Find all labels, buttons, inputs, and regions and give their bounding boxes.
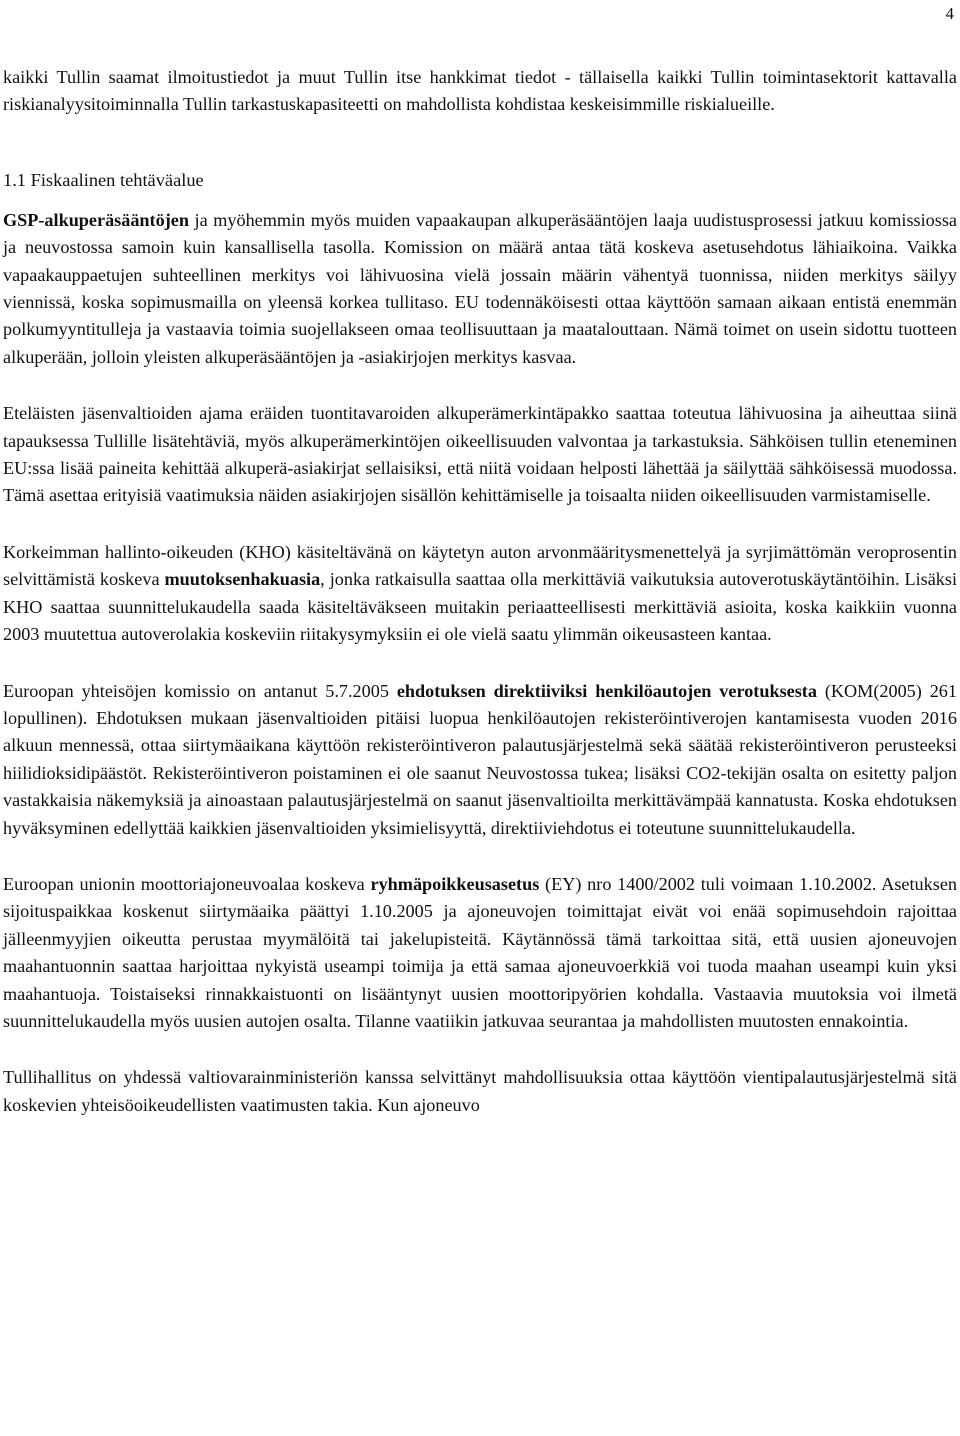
document-body (3, 64, 957, 1119)
paragraph-origin-marking: Eteläisten jäsenvaltioiden ajama eräiden tuontitavaroiden alkuperämerkintäpakko saattaa toteutua lähivuosina ja aiheuttaa siinä tapauksessa Tullille lisätehtäviä, myös alkuperämerkintöjen oikeellisuuden valvontaa ja tarkastuksia. Sähköisen tullin eteneminen EU:ssa lisää paineita kehittää alkuperä-asiakirjat sellaisiksi, että niitä voidaan helposti lähettää ja säilyttää sähköisessä muodossa. Tämä asettaa erityisiä vaatimuksia näiden asiakirjojen sisällön kehittämiselle ja toisaalta niiden oikeellisuuden varmistamiselle. (3, 403, 957, 506)
paragraph-block-exemption (3, 871, 957, 1035)
paragraph-text: (EY) nro 1400/2002 tuli voimaan 1.10.2002. Asetuksen sijoituspaikkaa koskenut siirtymäaika päättyi 1.10.2005 ja ajoneuvojen toimittajat eivät voi enää sopimusehdoin rajoittaa jälleenmyyjien oikeutta perustaa myymälöitä tai jakelupisteitä. Käytännössä tämä tarkoittaa sitä, että uusien ajoneuvojen maahantuonnin saattaa harjoittaa nykyistä useampi toimija ja että samaa ajoneuvoerkkiä voi tuoda maahan useampi kuin yksi maahantuoja. Toistaiseksi rinnakkaistuonti on lisääntynyt uusien moottoripyörien kohdalla. Vastaavia muutoksia voi ilmetä suunnittelukaudella myös uusien autojen osalta. Tilanne vaatiikin jatkuvaa seurantaa ja mahdollisten muutosten ennakointia. (3, 873, 957, 1031)
emphasis-appeal: muutoksenhakuasia (164, 569, 321, 590)
paragraph-text: ja myöhemmin myös muiden vapaakaupan alkuperäsääntöjen laaja uudistusprosessi jatkuu komissiossa ja neuvostossa samoin kuin kansallisella tasolla. Komission on määrä antaa tätä koskeva asetusehdotus lähiaikoina. Vaikka vapaakauppaetujen suhteellinen merkitys voi lähivuosina vielä jossain määrin vähentyä tuonnissa, niiden merkitys säilyy viennissä, koska sopimusmailla on yleensä korkea tullitaso. EU todennäköisesti ottaa käyttöön samaan aikaan entistä enemmän polkumyyntitulleja ja vastaavia toimia suojellakseen omaa teollisuuttaan ja maatalouttaan. Nämä toimet on usein sidottu tuotteen alkuperään, jolloin yleisten alkuperäsääntöjen ja -asiakirjojen merkitys kasvaa. (3, 209, 957, 367)
page-number: 4 (945, 4, 954, 23)
paragraph-text: Euroopan unionin moottoriajoneuvoalaa koskeva (3, 873, 371, 894)
paragraph-intro: kaikki Tullin saamat ilmoitustiedot ja muut Tullin itse hankkimat tiedot - tällaisella kaikki Tullin toimintasektorit kattavalla riskianalyysitoiminnalla Tullin tarkastuskapasiteetti on mahdollista kohdistaa keskeisimmille riskialueille. (3, 67, 957, 115)
emphasis-directive: ehdotuksen direktiiviksi henkilöautojen verotuksesta (396, 680, 817, 701)
paragraph-car-tax-directive (3, 678, 957, 842)
paragraph-export-refund: Tullihallitus on yhdessä valtiovarainministeriön kanssa selvittänyt mahdollisuuksia ottaa käyttöön vientipalautusjärjestelmä sitä koskevien yhteisöoikeudellisten vaatimusten takia. Kun ajoneuvo (3, 1067, 957, 1115)
paragraph-text: Euroopan yhteisöjen komissio on antanut 5.7.2005 (3, 680, 397, 701)
paragraph-text: , jonka ratkaisulla saattaa olla merkittäviä vaikutuksia autoverotuskäytäntöihin. Lisäksi KHO saattaa suunnittelukaudella saada käsiteltäväkseen muitakin periaatteellisesti merkittäviä asioita, koska kaikkiin vuonna 2003 muutettua autoverolakia koskeviin riitakysymyksiin ei ole vielä saatu ylimmän oikeusasteen kantaa. (3, 569, 958, 645)
section-heading: 1.1 Fiskaalinen tehtäväalue (3, 169, 204, 190)
emphasis-gsp: GSP-alkuperäsääntöjen (3, 209, 189, 230)
paragraph-gsp-origin-rules (3, 207, 957, 371)
emphasis-block-exemption: ryhmäpoikkeusasetus (370, 873, 540, 894)
paragraph-text: (KOM(2005) 261 lopullinen). Ehdotuksen mukaan jäsenvaltioiden pitäisi luopua henkilöautojen rekisteröintiverojen kantamisesta vuoden 2016 alkuun mennessä, ottaa siirtymäaikana käyttöön rekisteröintiveron palautusjärjestelmä sekä säätää rekisteröintiveron perusteeksi hiilidioksidipäästöt. Rekisteröintiveron poistaminen ei ole saanut Neuvostossa tukea; lisäksi CO2-tekijän osalta on esitetty paljon vastakkaisia näkemyksiä ja ainoastaan palautusjärjestelmä on saanut jäsenvaltioilta merkittävämpää kannatusta. Koska ehdotuksen hyväksyminen edellyttää kaikkien jäsenvaltioiden yksimielisyyttä, direktiiviehdotus ei toteutune suunnittelukaudella. (3, 680, 957, 838)
paragraph-text: Korkeimman hallinto-oikeuden (KHO) käsiteltävänä on käytetyn auton arvonmääritysmenettelyä ja syrjimättömän veroprosentin selvittämistä koskeva (3, 541, 957, 590)
paragraph-kho-appeal (3, 539, 957, 649)
